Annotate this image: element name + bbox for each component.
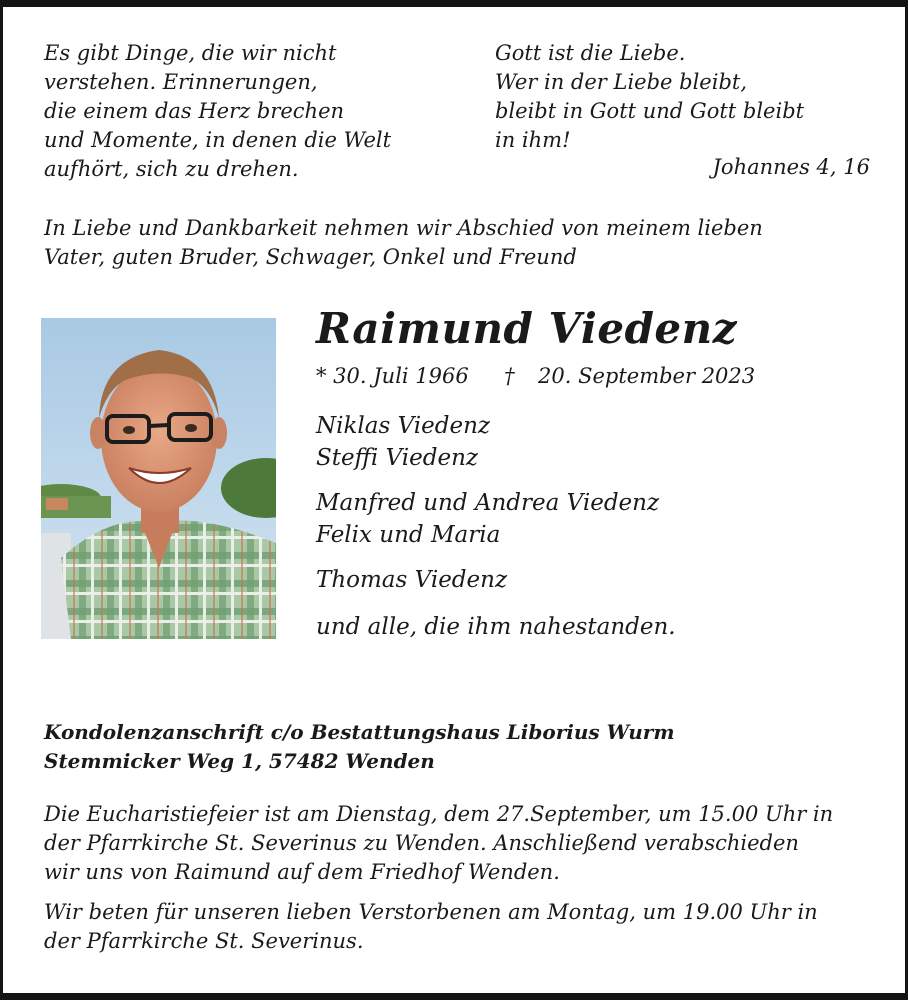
quote-left — [44, 39, 391, 184]
quote-left-line: und Momente, in denen die Welt — [44, 128, 392, 152]
mourner-name: Steffi Viedenz — [316, 445, 479, 471]
condolence-line: Kondolenzanschrift c/o Bestattungshaus Liborius Wurm — [44, 720, 675, 744]
intro-text — [44, 214, 763, 272]
quote-right — [495, 39, 804, 155]
mourner-group — [316, 487, 659, 551]
mourner-name: Thomas Viedenz — [316, 567, 508, 593]
deceased-photo — [41, 318, 276, 639]
mourner-name: Felix und Maria — [316, 522, 501, 548]
quote-right-line: in ihm! — [495, 128, 571, 152]
death-date: 20. September 2023 — [538, 364, 756, 388]
mourner-name: Niklas Viedenz — [316, 413, 491, 439]
quote-right-line: Gott ist die Liebe. — [495, 41, 686, 65]
prayer-line: Wir beten für unseren lieben Verstorbenen am Montag, um 19.00 Uhr in — [44, 900, 818, 924]
quote-right-line: bleibt in Gott und Gott bleibt — [495, 99, 805, 123]
mourner-group — [316, 410, 490, 474]
intro-line: In Liebe und Dankbarkeit nehmen wir Abschied von meinem lieben — [44, 216, 763, 240]
mass-line: Die Eucharistiefeier ist am Dienstag, dem 27.September, um 15.00 Uhr in — [44, 802, 834, 826]
mourner-name: Manfred und Andrea Viedenz — [316, 490, 660, 516]
mass-info — [44, 800, 833, 887]
prayer-info — [44, 898, 818, 956]
birth-date: * 30. Juli 1966 — [316, 364, 469, 388]
deceased-name: Raimund Viedenz — [316, 304, 738, 353]
condolence-address — [44, 718, 675, 776]
quote-left-line: die einem das Herz brechen — [44, 99, 345, 123]
mourner-group — [316, 611, 676, 643]
quote-left-line: aufhört, sich zu drehen. — [44, 157, 299, 181]
cross-icon: † — [504, 364, 515, 388]
mass-line: der Pfarrkirche St. Severinus zu Wenden. Anschließend verabschieden — [44, 831, 799, 855]
quote-left-line: verstehen. Erinnerungen, — [44, 70, 318, 94]
life-dates — [316, 362, 755, 391]
mourner-name: und alle, die ihm nahestanden. — [316, 614, 676, 640]
quote-left-line: Es gibt Dinge, die wir nicht — [44, 41, 337, 65]
quote-right-line: Wer in der Liebe bleibt, — [495, 70, 748, 94]
mass-line: wir uns von Raimund auf dem Friedhof Wenden. — [44, 860, 560, 884]
mourner-group — [316, 564, 507, 596]
prayer-line: der Pfarrkirche St. Severinus. — [44, 929, 364, 953]
intro-line: Vater, guten Bruder, Schwager, Onkel und Freund — [44, 245, 577, 269]
quote-source: Johannes 4, 16 — [712, 155, 870, 179]
condolence-line: Stemmicker Weg 1, 57482 Wenden — [44, 749, 435, 773]
